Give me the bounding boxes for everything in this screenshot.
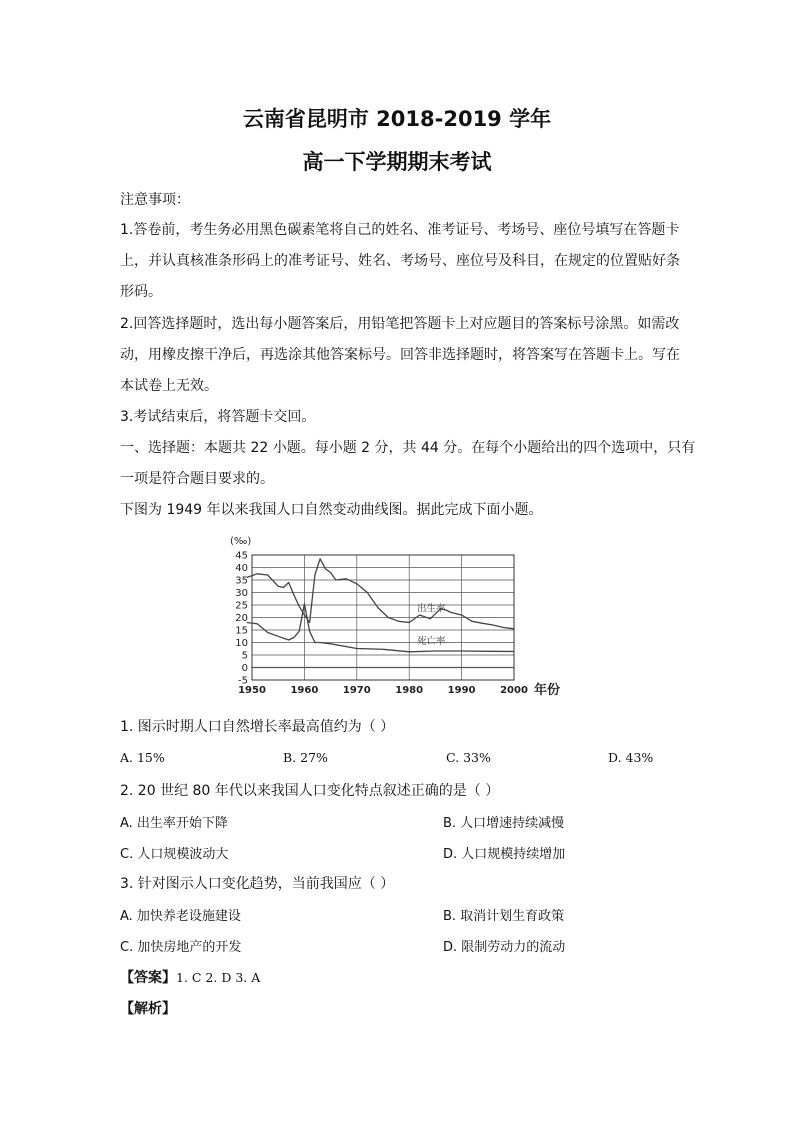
birth-rate-label: 出生率 xyxy=(417,603,446,615)
x-tick-label: 1960 xyxy=(290,685,319,696)
y-tick-label: -5 xyxy=(238,675,248,687)
x-tick-label: 1990 xyxy=(447,685,476,696)
answer-text: 1. C 2. D 3. A xyxy=(176,970,261,985)
note-2-line-3: 本试卷上无效。 xyxy=(120,378,218,394)
q1-option-b[interactable]: B. 27% xyxy=(283,750,328,765)
chart-intro: 下图为 1949 年以来我国人口自然变动曲线图。据此完成下面小题。 xyxy=(120,502,543,518)
x-tick-label: 1950 xyxy=(238,685,266,696)
y-tick-label: 35 xyxy=(235,575,248,587)
q3-option-a[interactable]: A. 加快养老设施建设 xyxy=(120,909,241,924)
answer-label: 【答案】 xyxy=(120,970,176,986)
x-tick-label: 2000 xyxy=(500,685,528,696)
x-tick-label: 1970 xyxy=(342,685,371,696)
q1-option-d[interactable]: D. 43% xyxy=(608,750,654,765)
note-1-line-1: 1.答卷前，考生务必用黑色碳素笔将自己的姓名、准考证号、考场号、座位号填写在答题卡 xyxy=(120,222,680,238)
y-tick-label: 40 xyxy=(235,563,248,574)
y-tick-label: 30 xyxy=(235,588,248,599)
y-axis-unit: (‰) xyxy=(230,536,252,547)
notes-heading: 注意事项： xyxy=(120,192,190,208)
q2-option-a[interactable]: A. 出生率开始下降 xyxy=(120,816,228,831)
note-1-line-3: 形码。 xyxy=(120,284,162,300)
question-2-stem: 2. 20 世纪 80 年代以来我国人口变化特点叙述正确的是（ ） xyxy=(120,783,500,799)
y-tick-label: 15 xyxy=(235,625,248,637)
x-tick-label: 1980 xyxy=(395,685,424,696)
section-heading-line-1: 一、选择题：本题共 22 小题。每小题 2 分，共 44 分。在每个小题给出的四个选项中，只有 xyxy=(120,440,696,456)
question-3-stem: 3. 针对图示人口变化趋势，当前我国应（ ） xyxy=(120,876,395,892)
answer-line xyxy=(120,967,260,987)
note-3: 3.考试结束后，将答题卡交回。 xyxy=(120,409,316,425)
question-1-stem: 1. 图示时期人口自然增长率最高值约为（ ） xyxy=(120,719,395,735)
q1-option-a[interactable]: A. 15% xyxy=(120,750,165,765)
y-tick-label: 10 xyxy=(235,638,248,649)
analysis-label: 【解析】 xyxy=(120,1001,176,1017)
note-1-line-2: 上，并认真核准条形码上的准考证号、姓名、考场号、座位号及科目，在规定的位置贴好条 xyxy=(120,253,680,269)
q1-option-c[interactable]: C. 33% xyxy=(446,750,491,765)
section-heading-line-2: 一项是符合题目要求的。 xyxy=(120,471,274,487)
q3-option-b[interactable]: B. 取消计划生育政策 xyxy=(443,909,565,924)
y-tick-label: 0 xyxy=(241,663,248,674)
y-tick-label: 45 xyxy=(235,550,248,562)
y-tick-label: 20 xyxy=(235,613,248,624)
q2-option-d[interactable]: D. 人口规模持续增加 xyxy=(443,847,566,862)
q3-option-c[interactable]: C. 加快房地产的开发 xyxy=(120,940,242,955)
document-title: 云南省昆明市 2018-2019 学年 xyxy=(242,107,552,131)
note-2-line-1: 2.回答选择题时，选出每小题答案后，用铅笔把答题卡上对应题目的答案标号涂黑。如需改 xyxy=(120,316,680,332)
q2-option-c[interactable]: C. 人口规模波动大 xyxy=(120,847,229,862)
note-2-line-2: 动，用橡皮擦干净后，再选涂其他答案标号。回答非选择题时，将答案写在答题卡上。写在 xyxy=(120,347,680,363)
population-chart xyxy=(222,530,597,700)
death-rate-label: 死亡率 xyxy=(417,635,446,647)
y-tick-label: 5 xyxy=(241,650,248,662)
document-subtitle: 高一下学期期末考试 xyxy=(302,150,492,174)
x-axis-title: 年份 xyxy=(534,683,561,698)
q2-option-b[interactable]: B. 人口增速持续减慢 xyxy=(443,816,565,831)
death-rate-line xyxy=(247,604,514,652)
birth-rate-line xyxy=(247,559,514,629)
y-tick-label: 25 xyxy=(235,600,248,612)
q3-option-d[interactable]: D. 限制劳动力的流动 xyxy=(443,940,566,955)
